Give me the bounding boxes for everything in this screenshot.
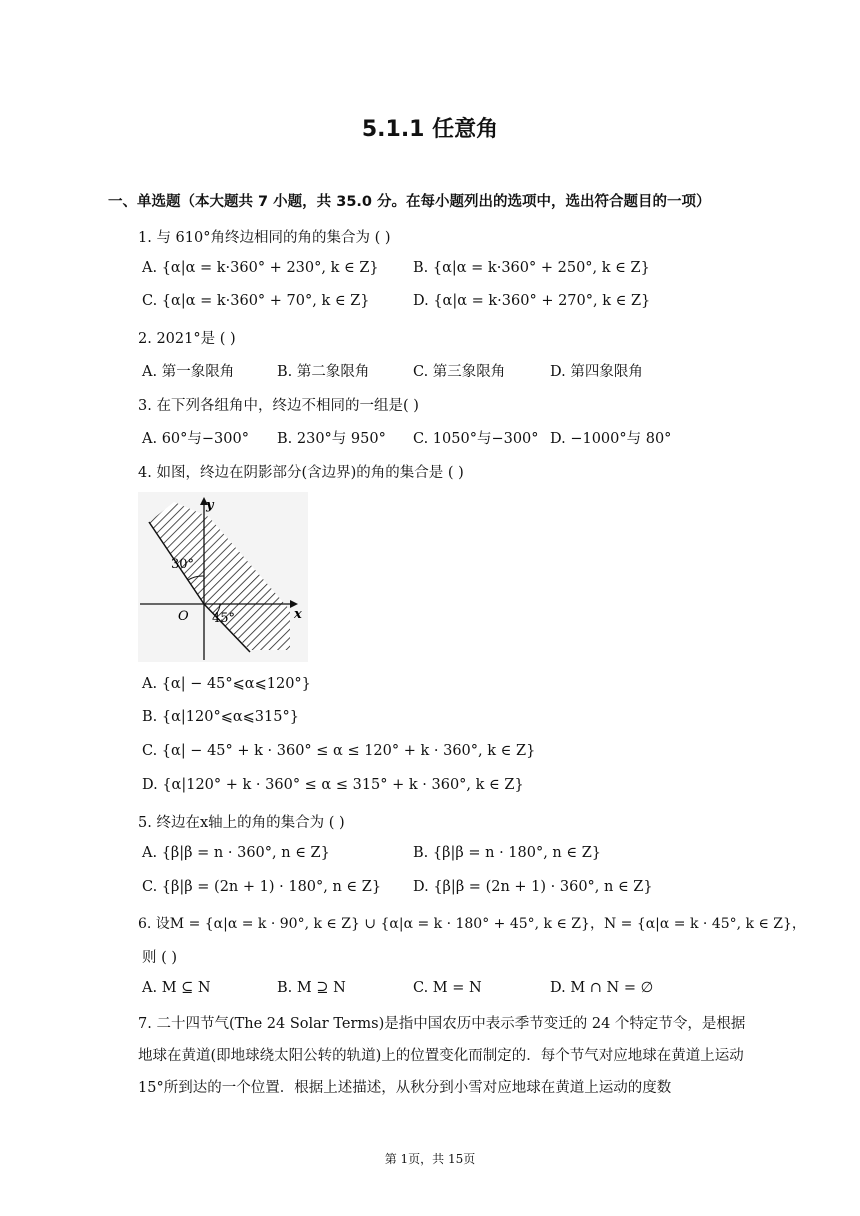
question-2-option-b: B. 第二象限角 — [277, 364, 370, 380]
question-2-option-a: A. 第一象限角 — [142, 364, 235, 380]
question-3-stem: 3. 在下列各组角中，终边不相同的一组是( ) — [138, 398, 419, 414]
question-4-option-d: D. {α|120° + k · 360° ≤ α ≤ 315° + k · 360°, k ∈ Z} — [142, 777, 524, 793]
question-5-option-a: A. {β|β = n · 360°, n ∈ Z} — [142, 845, 330, 861]
question-5-option-b: B. {β|β = n · 180°, n ∈ Z} — [413, 845, 602, 861]
angle-label-30: 30° — [171, 557, 195, 572]
question-3-option-d: D. −1000°与 80° — [550, 431, 672, 447]
question-1-option-a: A. {α|α = k·360° + 230°, k ∈ Z} — [142, 260, 379, 276]
origin-label: O — [178, 609, 189, 624]
question-6-option-d: D. M ∩ N = ∅ — [550, 980, 654, 996]
question-4-stem: 4. 如图，终边在阴影部分(含边界)的角的集合是 ( ) — [138, 465, 464, 481]
question-1-option-d: D. {α|α = k·360° + 270°, k ∈ Z} — [413, 293, 651, 309]
question-5-option-c: C. {β|β = (2n + 1) · 180°, n ∈ Z} — [142, 879, 382, 895]
question-1-option-c: C. {α|α = k·360° + 70°, k ∈ Z} — [142, 293, 370, 309]
angle-figure — [138, 492, 308, 662]
x-axis-label: x — [294, 607, 302, 622]
y-axis-label: y — [206, 498, 214, 513]
angle-label-45: 45° — [212, 611, 236, 626]
question-2-stem: 2. 2021°是 ( ) — [138, 331, 236, 347]
question-3-option-c: C. 1050°与−300° — [413, 431, 539, 447]
question-5-stem: 5. 终边在x轴上的角的集合为 ( ) — [138, 815, 345, 831]
question-2-option-d: D. 第四象限角 — [550, 364, 643, 380]
question-6-stem-continued: 则 ( ) — [142, 950, 178, 966]
section-heading: 一、单选题（本大题共 7 小题，共 35.0 分。在每小题列出的选项中，选出符合题目的一项） — [108, 194, 711, 210]
question-6-option-a: A. M ⊆ N — [142, 980, 211, 996]
question-4-option-a: A. {α| − 45°⩽α⩽120°} — [142, 676, 311, 692]
question-7-stem: 7. 二十四节气(The 24 Solar Terms)是指中国农历中表示季节变迁的 24 个特定节令，是根据地球在黄道(即地球绕太阳公转的轨道)上的位置变化而制定的．每个节气对应地球在黄道上运动 15°所到达的一个位置．根据上述描述，从秋分到小雪对应地球在黄道上运动的度数 — [138, 1016, 746, 1096]
question-4-option-b: B. {α|120°⩽α⩽315°} — [142, 709, 299, 725]
question-5-option-d: D. {β|β = (2n + 1) · 360°, n ∈ Z} — [413, 879, 653, 895]
question-1-stem: 1. 与 610°角终边相同的角的集合为 ( ) — [138, 230, 391, 246]
question-2-option-c: C. 第三象限角 — [413, 364, 506, 380]
question-3-option-b: B. 230°与 950° — [277, 431, 386, 447]
question-3-option-a: A. 60°与−300° — [142, 431, 249, 447]
page-title: 5.1.1 任意角 — [361, 117, 499, 142]
page-footer: 第 1页，共 15页 — [384, 1152, 476, 1166]
question-4-option-c: C. {α| − 45° + k · 360° ≤ α ≤ 120° + k · 360°, k ∈ Z} — [142, 743, 536, 759]
question-6-option-c: C. M = N — [413, 980, 482, 996]
question-1-option-b: B. {α|α = k·360° + 250°, k ∈ Z} — [413, 260, 650, 276]
question-6-stem: 6. 设M = {α|α = k · 90°, k ∈ Z} ∪ {α|α = k · 180° + 45°, k ∈ Z}，N = {α|α = k · 45°, k ∈ Z}， — [138, 916, 806, 932]
question-6-option-b: B. M ⊇ N — [277, 980, 346, 996]
